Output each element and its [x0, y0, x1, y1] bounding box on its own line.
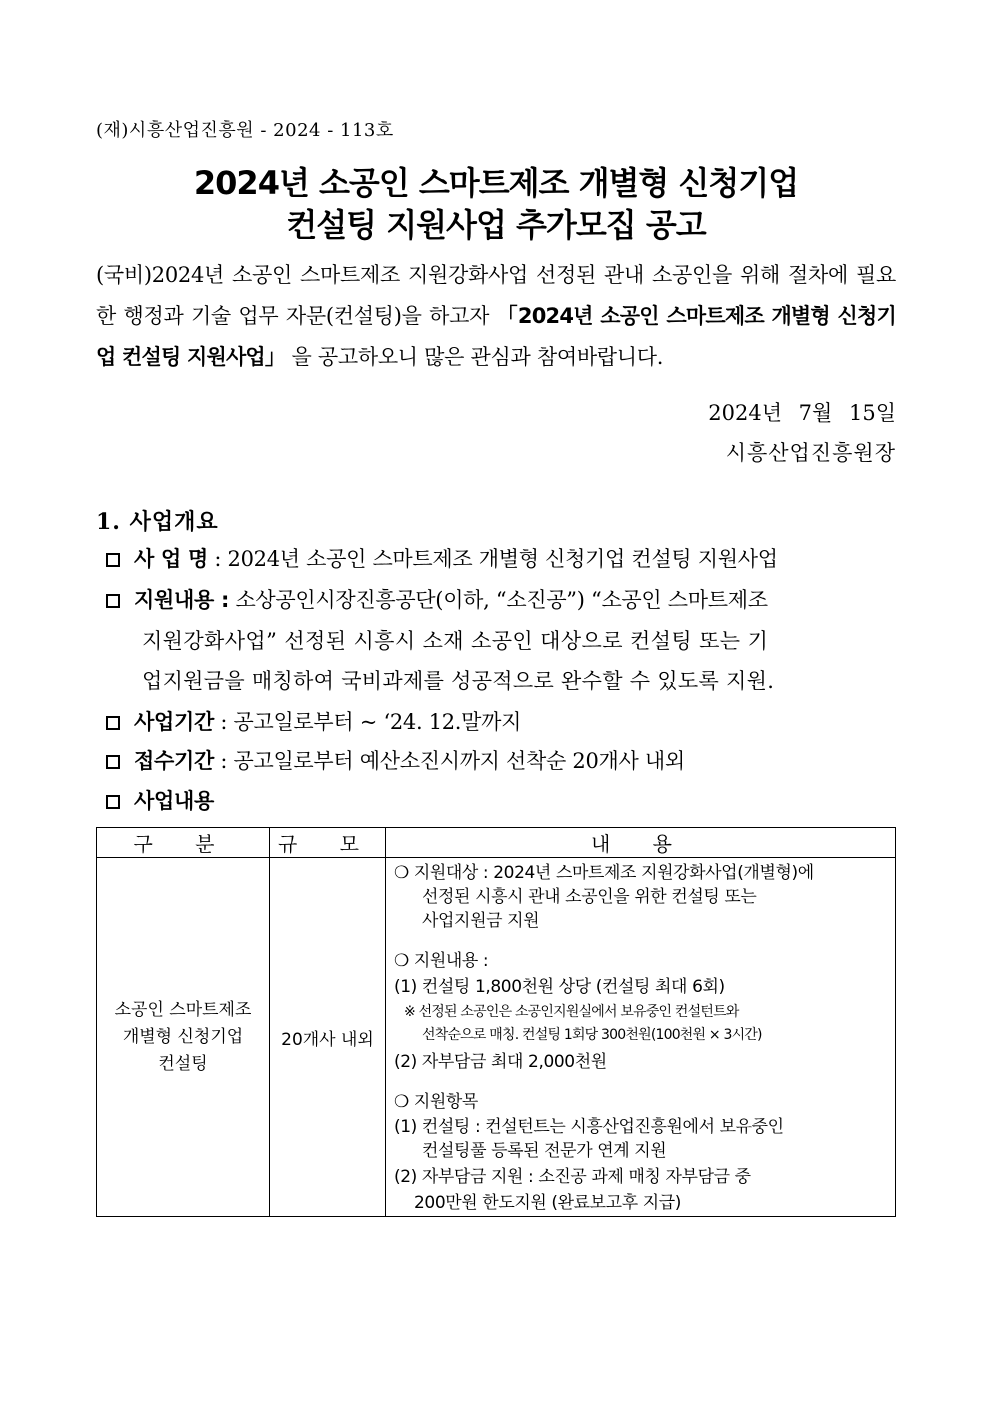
content-line: (2) 자부담금 지원 : 소진공 과제 매칭 자부담금 중 — [394, 1167, 751, 1187]
content-cell — [386, 858, 896, 1217]
header-scale: 규 모 — [270, 828, 386, 858]
content-line: 선정된 시흥시 관내 소공인을 위한 컨설팅 또는 — [422, 887, 757, 907]
intro-text-1: (국비)2024년 소공인 스마트제조 지원강화사업 선정된 관내 소공인을 위해 절차에 필요한 행정과 기술 업무 자문(컨설팅)을 하고자 — [96, 263, 896, 328]
section-title: 1. 사업개요 — [96, 509, 219, 535]
content-line: (1) 컨설팅 : 컨설턴트는 시흥산업진흥원에서 보유중인 — [394, 1117, 784, 1137]
item-value: 소상공인시장진흥공단(이하, “소진공”) “소공인 스마트제조 — [229, 588, 768, 612]
document-number: (재)시흥산업진흥원 - 2024 - 113호 — [96, 120, 394, 141]
content-line: (2) 자부담금 최대 2,000천원 — [394, 1052, 607, 1072]
item-value: : 공고일로부터 예산소진시까지 선착순 20개사 내외 — [213, 749, 685, 773]
checkbox-icon — [106, 716, 120, 730]
checkbox-icon — [106, 553, 120, 567]
business-content-table — [96, 827, 896, 1217]
item-label: 지원내용 : — [134, 588, 230, 612]
header-category: 구 분 — [97, 828, 270, 858]
category-line: 개별형 신청기업 — [122, 1026, 244, 1047]
checkbox-icon — [106, 795, 120, 809]
content-line: 사업지원금 지원 — [422, 911, 540, 931]
item-support-line-2: 지원강화사업” 선정된 시흥시 소재 소공인 대상으로 컨설팅 또는 기 — [142, 629, 769, 653]
content-line: ❍ 지원내용 : — [394, 951, 489, 971]
scale-cell: 20개사 내외 — [270, 858, 386, 1217]
item-support-line-3: 업지원금을 매칭하여 국비과제를 성공적으로 완수할 수 있도록 지원. — [142, 669, 775, 693]
category-line: 소공인 스마트제조 — [114, 999, 252, 1020]
item-label: 사업기간 — [134, 710, 214, 734]
content-line: ❍ 지원항목 — [394, 1092, 478, 1112]
table-header-row — [97, 828, 896, 858]
content-note: ※ 선정된 소공인은 소공인지원실에서 보유중인 컨설턴트와 — [404, 1004, 739, 1020]
item-receipt-period — [106, 745, 685, 775]
content-line: (1) 컨설팅 1,800천원 상당 (컨설팅 최대 6회) — [394, 977, 725, 997]
announcement-date: 2024년 7월 15일 — [708, 401, 896, 425]
page-title-line-1: 2024년 소공인 스마트제조 개별형 신청기업 — [193, 164, 799, 202]
item-value: : 2024년 소공인 스마트제조 개별형 신청기업 컨설팅 지원사업 — [207, 547, 778, 571]
item-label: 접수기간 — [134, 749, 214, 773]
category-cell — [97, 858, 270, 1217]
checkbox-icon — [106, 755, 120, 769]
intro-paragraph — [96, 255, 896, 378]
item-program-name — [106, 543, 778, 573]
item-label: 사업내용 — [134, 789, 214, 813]
issuer-name: 시흥산업진흥원장 — [725, 441, 896, 465]
intro-text-2: 을 공고하오니 많은 관심과 참여바랍니다. — [285, 345, 664, 369]
intro-program-name: 「2024년 소공인 스마트제조 개별형 신청기업 컨설팅 지원사업」 — [96, 304, 896, 369]
header-content: 내 용 — [386, 828, 896, 858]
page-title-line-2: 컨설팅 지원사업 추가모집 공고 — [286, 206, 706, 244]
table-row — [97, 858, 896, 1217]
item-value: : 공고일로부터 ~ ‘24. 12.말까지 — [213, 710, 522, 734]
item-business-content — [106, 785, 214, 815]
checkbox-icon — [106, 594, 120, 608]
content-line: 200만원 한도지원 (완료보고후 지급) — [414, 1193, 682, 1213]
content-note: 선착순으로 매칭. 컨설팅 1회당 300천원(100천원 × 3시간) — [422, 1027, 762, 1043]
item-support-content — [106, 584, 768, 614]
content-line: 컨설팅풀 등록된 전문가 연계 지원 — [422, 1141, 667, 1161]
content-line: ❍ 지원대상 : 2024년 스마트제조 지원강화사업(개별형)에 — [394, 863, 814, 883]
item-label: 사 업 명 — [134, 547, 208, 571]
category-line: 컨설팅 — [158, 1053, 208, 1074]
item-business-period — [106, 706, 521, 736]
